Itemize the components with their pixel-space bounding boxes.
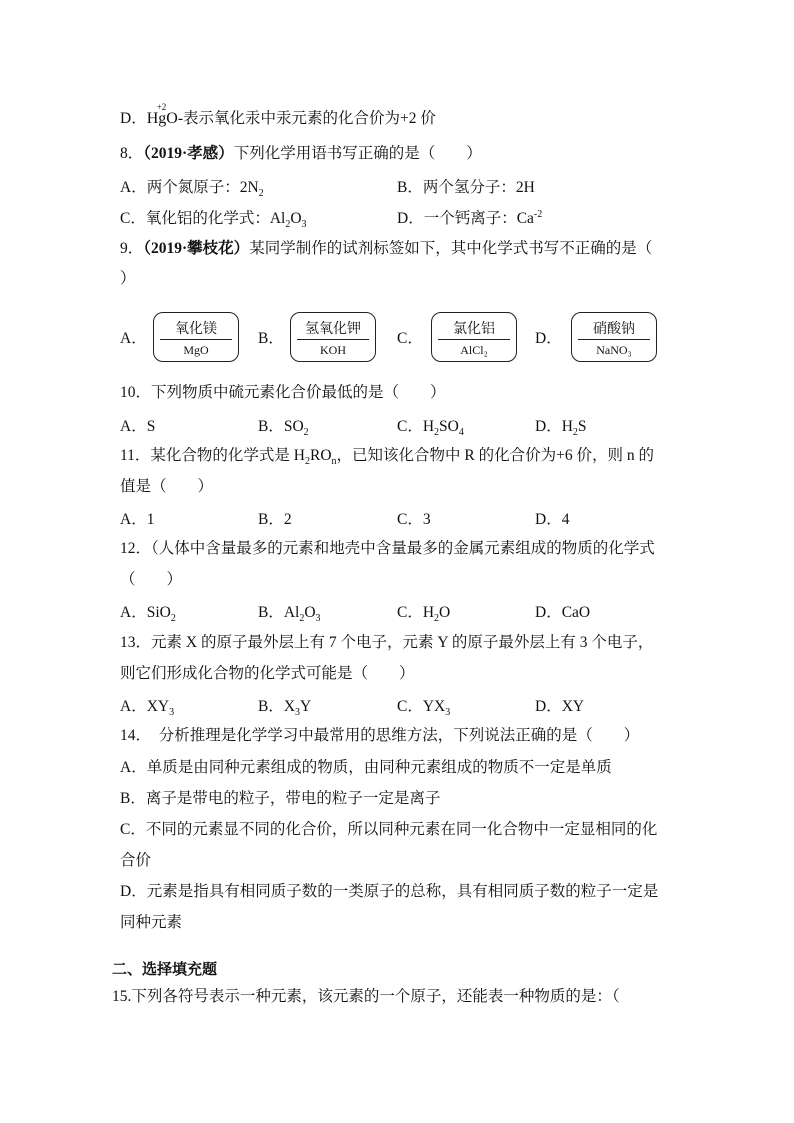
q11-option-c: C．3 (397, 511, 431, 528)
q11-stem: 11．某化合物的化学式是 $H_2RO_n$，已知该化合物中 R 的化合价为+6 价，则 n 的 (120, 447, 655, 468)
q8-option-a: A．两个氮原子：$2N_2$ (120, 179, 264, 200)
q14-option-a: A．单质是由同种元素组成的物质，由同种元素组成的物质不一定是单质 (120, 759, 612, 776)
q9-stem-cont: ） (120, 270, 136, 287)
q10-option-c: C．$H_2SO_4$ (397, 418, 464, 439)
q13-option-d: D．XY (535, 698, 585, 715)
q9-option-b-letter: B． (258, 330, 284, 347)
q12-stem-cont: （ ） (120, 571, 183, 588)
q11-stem-cont: 值是（ ） (120, 478, 214, 495)
q10-option-b: B．$SO_2$ (258, 418, 309, 439)
q13-option-b: B．$X_3Y$ (258, 698, 312, 719)
q12-option-b: B．$Al_2O_3$ (258, 604, 321, 625)
q10-option-a: A．S (120, 418, 156, 435)
q9-source: （2019·攀枝花） (143, 240, 250, 257)
q9-option-a-letter: A． (120, 330, 147, 347)
q14-option-c: C．不同的元素显不同的化合价，所以同种元素在同一化合物中一定显相同的化 (120, 821, 658, 838)
q12-option-c: C．$H_2O$ (397, 604, 451, 625)
q14-option-c-cont: 合价 (120, 852, 152, 869)
section-title: 二、选择填充题 (112, 960, 218, 978)
q14-option-b: B．离子是带电的粒子，带电的粒子一定是离子 (120, 790, 441, 807)
q14-stem: 14． 分析推理是化学学习中最常用的思维方法，下列说法正确的是（ ） (120, 727, 640, 744)
q8-option-c: C．氧化铝的化学式：$Al_2O_3$ (120, 210, 307, 231)
q11-option-d: D．4 (535, 511, 570, 528)
q13-stem: 13．元素 X 的原子最外层上有 7 个电子，元素 Y 的原子最外层上有 3 个电子， (120, 634, 654, 651)
q12-stem: 12．（人体中含量最多的元素和地壳中含量最多的金属元素组成的物质的化学式 (120, 540, 655, 557)
q9-option-d-letter: D． (535, 330, 562, 347)
reagent-label-b: 氢氧化钾 KOH (290, 312, 376, 362)
reagent-label-d: 硝酸钠 NaNO₃ (571, 312, 657, 362)
q13-stem-cont: 则它们形成化合物的化学式可能是（ ） (120, 665, 415, 682)
q11-option-a: A．1 (120, 511, 155, 528)
q14-option-d-cont: 同种元素 (120, 914, 183, 931)
q10-stem: 10．下列物质中硫元素化合价最低的是（ ） (120, 384, 446, 401)
q13-option-c: C．$YX_3$ (397, 698, 451, 719)
q15-stem: 15.下列各符号表示一种元素，该元素的一个原子，还能表一种物质的是：（ (112, 988, 620, 1005)
q9-stem: 9．（2019·攀枝花）某同学制作的试剂标签如下，其中化学式书写不正确的是（ (120, 240, 653, 257)
q12-option-d: D．CaO (535, 604, 591, 621)
q8-source: （2019·孝感） (143, 145, 234, 162)
q8-option-d: D．一个钙离子：$Ca^{-2}$ (397, 208, 543, 227)
q11-option-b: B．2 (258, 511, 292, 528)
reagent-label-a: 氧化镁 MgO (153, 312, 239, 362)
q8-option-b: B．两个氢分子：2H (397, 179, 535, 196)
q9-option-c-letter: C． (397, 330, 423, 347)
hgo-formula: +2 HgO (146, 102, 178, 127)
q8-stem: 8．（2019·孝感）下列化学用语书写正确的是（ ） (120, 145, 482, 162)
q12-option-a: A．SiO$_2$ (120, 604, 176, 625)
q10-option-d: D．$H_2S$ (535, 418, 587, 439)
reagent-label-c: 氯化铝 AlCl₂ (431, 312, 517, 362)
q14-option-d: D．元素是指具有相同质子数的一类原子的总称，具有相同质子数的粒子一定是 (120, 883, 659, 900)
q7-option-d: D． +2 HgO-表示氧化汞中汞元素的化合价为+2 价 (120, 108, 436, 130)
q13-option-a: A．$XY_3$ (120, 698, 175, 719)
